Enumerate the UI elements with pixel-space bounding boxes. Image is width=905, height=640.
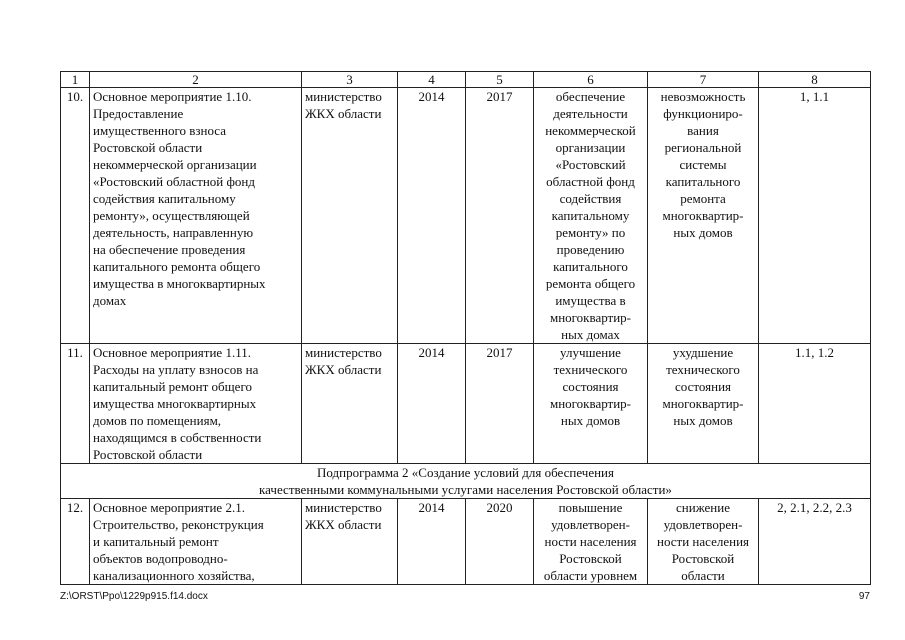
text-line: капитальному [551, 208, 630, 223]
text-line: ремонта общего [545, 276, 636, 291]
text-line: на обеспечение проведения [93, 242, 246, 257]
text-line: находящимся в собственности [93, 430, 262, 445]
text-line: повышение [558, 500, 623, 515]
col-header-1: 1 [61, 72, 90, 88]
text-line: обеспечение [555, 89, 626, 104]
text-line: Основное мероприятие 1.10. [93, 89, 252, 104]
text-line: состояния [675, 379, 731, 394]
text-line: некоммерческой организации [93, 157, 257, 172]
text-line: имущества в многоквартирных [93, 276, 266, 291]
start-year-cell: 2014 [398, 344, 466, 464]
text-line: ЖКХ области [305, 106, 382, 121]
text-line: ухудшение [672, 345, 734, 360]
row-number: 12. [61, 499, 90, 585]
text-line: системы [679, 157, 727, 172]
table-row [61, 344, 871, 464]
text-line: «Ростовский [555, 157, 626, 172]
text-line: Подпрограмма 2 «Создание условий для обеспечения [316, 465, 614, 480]
text-line: удовлетворен- [663, 517, 743, 532]
text-line: домах [93, 293, 127, 308]
end-year-cell: 2017 [466, 344, 534, 464]
text-line: капитальный ремонт общего [93, 379, 252, 394]
text-line: области [681, 568, 725, 583]
text-line: проведению [556, 242, 625, 257]
text-line: функциониро- [663, 106, 743, 121]
text-line: Предоставление [93, 106, 184, 121]
text-line: министерство [305, 500, 382, 515]
event-name-cell [90, 344, 302, 464]
text-line: ремонту», осуществляющей [93, 208, 250, 223]
text-line: министерство [305, 89, 382, 104]
executor-cell [302, 499, 398, 585]
text-line: качественными коммунальными услугами населения Ростовской области» [259, 482, 672, 497]
text-line: ных домов [673, 225, 733, 240]
text-line: содействия [559, 191, 622, 206]
text-line: технического [553, 362, 628, 377]
text-line: снижение [676, 500, 730, 515]
text-line: ных домов [560, 413, 621, 428]
col-header-3: 3 [302, 72, 398, 88]
event-name-cell [90, 88, 302, 344]
text-line: домов по помещениям, [93, 413, 222, 428]
text-line: имущества многоквартирных [93, 396, 257, 411]
subprogram-heading [61, 464, 871, 499]
text-line: имущественного взноса [93, 123, 226, 138]
text-line: ремонту» по [555, 225, 626, 240]
text-line: области уровнем [543, 568, 638, 583]
text-line: капитального ремонта общего [93, 259, 261, 274]
text-line: многоквартир- [549, 310, 632, 325]
col-header-5: 5 [466, 72, 534, 88]
indicators-cell: 1.1, 1.2 [759, 344, 871, 464]
event-name-cell [90, 499, 302, 585]
col-header-2: 2 [90, 72, 302, 88]
text-line: многоквартир- [662, 396, 744, 411]
text-line: деятельность, направленную [93, 225, 254, 240]
column-number-row [61, 72, 871, 88]
text-line: ремонта [680, 191, 726, 206]
executor-cell [302, 344, 398, 464]
text-line: организации [555, 140, 626, 155]
text-line: улучшение [560, 345, 621, 360]
col-header-8: 8 [759, 72, 871, 88]
text-line: Расходы на уплату взносов на [93, 362, 259, 377]
text-line: ности населения [544, 534, 637, 549]
end-year-cell: 2017 [466, 88, 534, 344]
text-line: Ростовской [671, 551, 735, 566]
start-year-cell: 2014 [398, 499, 466, 585]
text-line: Строительство, реконструкция [93, 517, 264, 532]
col-header-6: 6 [534, 72, 648, 88]
text-line: ных домах [561, 327, 620, 342]
row-number: 11. [61, 344, 90, 464]
consequences-cell [648, 344, 759, 464]
text-line: удовлетворен- [551, 517, 630, 532]
footer-file-path: Z:\ORST\Ppo\1229p915.f14.docx [60, 591, 208, 602]
text-line: канализационного хозяйства, [93, 568, 255, 583]
text-line: технического [666, 362, 740, 377]
text-line: министерство [305, 345, 382, 360]
text-line: содействия капитальному [93, 191, 236, 206]
text-line: деятельности [553, 106, 628, 121]
table-row [61, 499, 871, 585]
indicators-cell: 1, 1.1 [759, 88, 871, 344]
page-number: 97 [858, 591, 870, 602]
start-year-cell: 2014 [398, 88, 466, 344]
text-line: имущества в [555, 293, 626, 308]
consequences-cell [648, 499, 759, 585]
expected-result-cell [534, 499, 648, 585]
text-line: Ростовской области [93, 447, 203, 462]
text-line: Ростовской [559, 551, 622, 566]
text-line: ности населения [656, 534, 749, 549]
text-line: ЖКХ области [305, 517, 382, 532]
text-line: «Ростовский областной фонд [93, 174, 255, 189]
col-header-4: 4 [398, 72, 466, 88]
text-line: многоквартир- [549, 396, 632, 411]
end-year-cell: 2020 [466, 499, 534, 585]
text-line: и капитальный ремонт [93, 534, 219, 549]
text-line: объектов водопроводно- [93, 551, 228, 566]
subprogram-row [61, 464, 871, 499]
text-line: Основное мероприятие 2.1. [93, 500, 245, 515]
row-number: 10. [61, 88, 90, 344]
indicators-cell: 2, 2.1, 2.2, 2.3 [759, 499, 871, 585]
table-row [61, 88, 871, 344]
expected-result-cell [534, 344, 648, 464]
measures-table [60, 71, 871, 585]
text-line: Основное мероприятие 1.11. [93, 345, 251, 360]
text-line: региональной [664, 140, 742, 155]
text-line: многоквартир- [662, 208, 744, 223]
text-line: некоммерческой [545, 123, 636, 138]
text-line: невозможность [660, 89, 746, 104]
text-line: капитального [665, 174, 741, 189]
text-line: ЖКХ области [305, 362, 382, 377]
text-line: состояния [562, 379, 619, 394]
text-line: вания [687, 123, 719, 138]
col-header-7: 7 [648, 72, 759, 88]
consequences-cell [648, 88, 759, 344]
executor-cell [302, 88, 398, 344]
text-line: ных домов [673, 413, 733, 428]
expected-result-cell [534, 88, 648, 344]
text-line: областной фонд [546, 174, 635, 189]
text-line: капитального [553, 259, 628, 274]
text-line: Ростовской области [93, 140, 203, 155]
